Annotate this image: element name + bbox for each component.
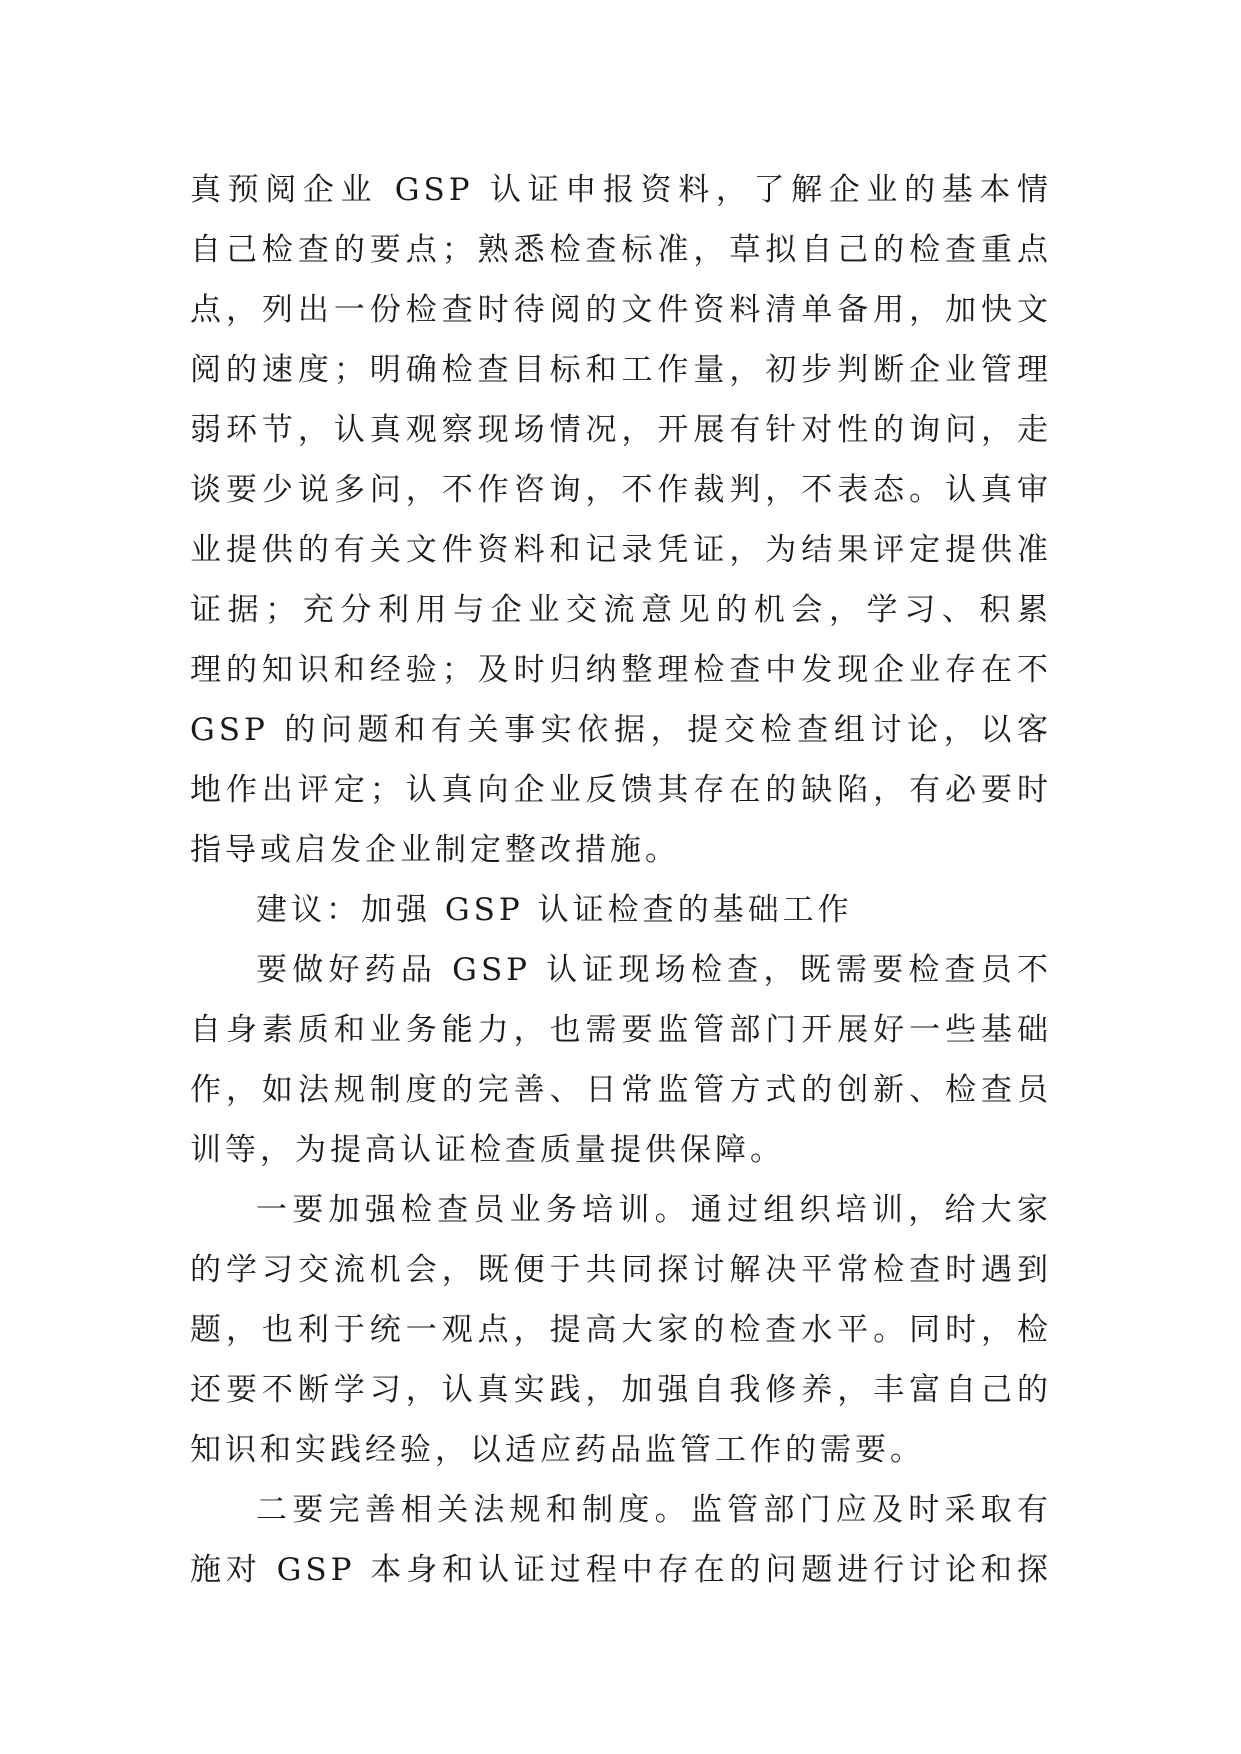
text-line: 要做好药品 GSP 认证现场检查，既需要检查员不 <box>256 952 1052 988</box>
text-line: 还要不断学习，认真实践，加强自我修养，丰富自己的 <box>190 1372 1052 1408</box>
text-line: 知识和实践经验，以适应药品监管工作的需要。 <box>190 1432 925 1468</box>
text-line: 的学习交流机会，既便于共同探讨解决平常检查时遇到 <box>190 1252 1052 1288</box>
paragraph <box>190 1480 1052 1600</box>
text-line: 自己检查的要点；熟悉检查标准，草拟自己的检查重点 <box>190 232 1052 268</box>
paragraph-continuation <box>190 160 1052 880</box>
document-page <box>190 160 1052 1600</box>
text-line: 谈要少说多问，不作咨询，不作裁判，不表态。认真审 <box>190 472 1052 508</box>
text-line: 自身素质和业务能力，也需要监管部门开展好一些基础 <box>190 1012 1052 1048</box>
heading-line: 建议：加强 GSP 认证检查的基础工作 <box>256 892 853 928</box>
text-line: 题，也利于统一观点，提高大家的检查水平。同时，检 <box>190 1312 1052 1348</box>
text-line: 施对 GSP 本身和认证过程中存在的问题进行讨论和探 <box>190 1552 1052 1588</box>
text-line: 理的知识和经验；及时归纳整理检查中发现企业存在不 <box>190 652 1052 688</box>
text-line: 二要完善相关法规和制度。监管部门应及时采取有 <box>256 1492 1052 1528</box>
text-line: 作，如法规制度的完善、日常监管方式的创新、检查员 <box>190 1072 1052 1108</box>
paragraph <box>190 940 1052 1180</box>
section-heading <box>190 880 1052 940</box>
text-line: 一要加强检查员业务培训。通过组织培训，给大家 <box>256 1192 1052 1228</box>
text-line: 弱环节，认真观察现场情况，开展有针对性的询问，走 <box>190 412 1052 448</box>
text-line: 地作出评定；认真向企业反馈其存在的缺陷，有必要时 <box>190 772 1052 808</box>
text-line: 训等，为提高认证检查质量提供保障。 <box>190 1132 785 1168</box>
text-line: 业提供的有关文件资料和记录凭证，为结果评定提供准 <box>190 532 1052 568</box>
text-line: 点，列出一份检查时待阅的文件资料清单备用，加快文 <box>190 292 1052 328</box>
text-line: GSP 的问题和有关事实依据，提交检查组讨论，以客 <box>190 712 1052 748</box>
paragraph <box>190 1180 1052 1480</box>
text-line: 证据；充分利用与企业交流意见的机会，学习、积累 <box>190 592 1052 628</box>
text-line: 真预阅企业 GSP 认证申报资料，了解企业的基本情 <box>190 172 1052 208</box>
text-line: 阅的速度；明确检查目标和工作量，初步判断企业管理 <box>190 352 1052 388</box>
text-line: 指导或启发企业制定整改措施。 <box>190 832 680 868</box>
